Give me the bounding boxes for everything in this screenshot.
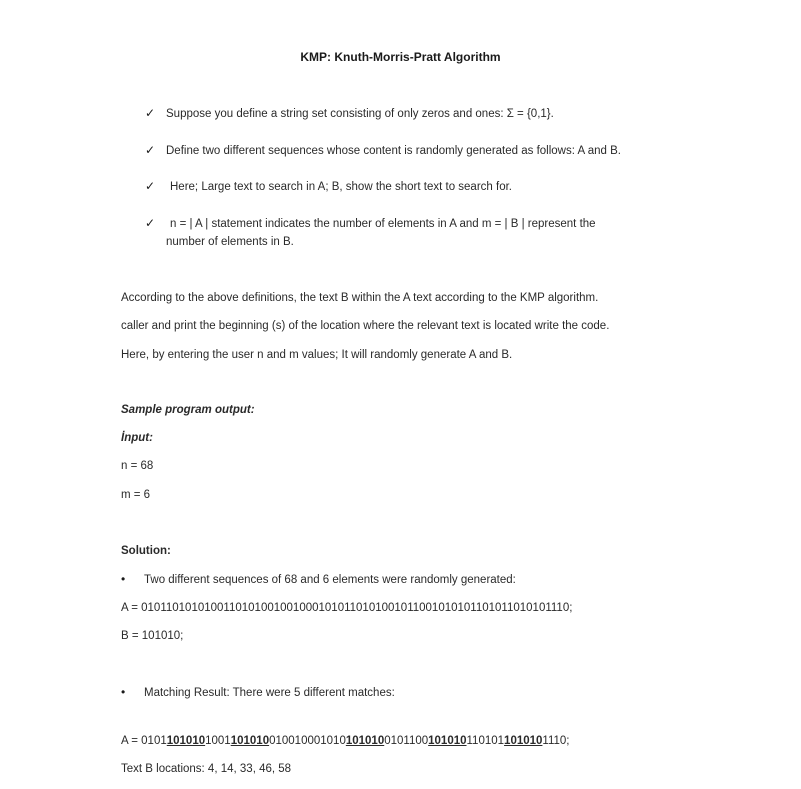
locations-line: Text B locations: 4, 14, 33, 46, 58: [121, 763, 292, 775]
check-icon: ✓: [145, 106, 156, 120]
solution-bullet: Matching Result: There were 5 different matches:: [144, 687, 395, 699]
check-item: Here; Large text to search in A; B, show the short text to search for.: [170, 181, 512, 193]
check-item: Define two different sequences whose content is randomly generated as follows: A and B.: [166, 145, 621, 157]
sequence-segment: 010010001010: [269, 735, 346, 747]
match-highlight: 101010: [428, 735, 467, 747]
sequence-segment: 0101: [141, 735, 167, 747]
input-label: İnput:: [121, 432, 153, 444]
match-highlight: 101010: [504, 735, 543, 747]
paragraph-line: Here, by entering the user n and m values; It will randomly generate A and B.: [121, 349, 513, 361]
paragraph-line: caller and print the beginning (s) of the location where the relevant text is located write the code.: [121, 320, 610, 332]
check-item-continuation: number of elements in B.: [166, 236, 294, 248]
match-highlight: 101010: [345, 735, 385, 747]
check-icon: ✓: [145, 179, 156, 193]
sample-heading: Sample program output:: [121, 404, 255, 416]
check-item: n = | A | statement indicates the number of elements in A and m = | B | represent the: [170, 218, 596, 230]
paragraph-line: According to the above definitions, the text B within the A text according to the KMP algorithm.: [121, 292, 599, 304]
sequence-segment: 110101: [466, 735, 505, 747]
sequence-segment: 1110;: [542, 735, 570, 747]
bullet-icon: •: [121, 572, 126, 586]
sequence-b-line: B = 101010;: [121, 630, 184, 642]
check-item: Suppose you define a string set consisting of only zeros and ones: Σ = {0,1}.: [166, 108, 554, 120]
sequence-prefix: A =: [121, 735, 142, 747]
highlighted-sequence-a: [121, 733, 570, 749]
sequence-segment: 1001: [205, 735, 231, 747]
sequence-a-line: A = 01011010101001101010010010001010110101001011001010101101011010101110;: [121, 602, 573, 614]
match-highlight: 101010: [230, 735, 270, 747]
m-value-line: m = 6: [121, 489, 151, 501]
check-icon: ✓: [145, 216, 156, 230]
n-value-line: n = 68: [121, 460, 154, 472]
bullet-icon: •: [121, 685, 126, 699]
sequence-segment: 0101100: [384, 735, 429, 747]
page-title: KMP: Knuth-Morris-Pratt Algorithm: [300, 50, 501, 64]
check-icon: ✓: [145, 143, 156, 157]
solution-bullet: Two different sequences of 68 and 6 elements were randomly generated:: [144, 574, 516, 586]
solution-heading: Solution:: [121, 545, 171, 557]
match-highlight: 101010: [166, 735, 206, 747]
